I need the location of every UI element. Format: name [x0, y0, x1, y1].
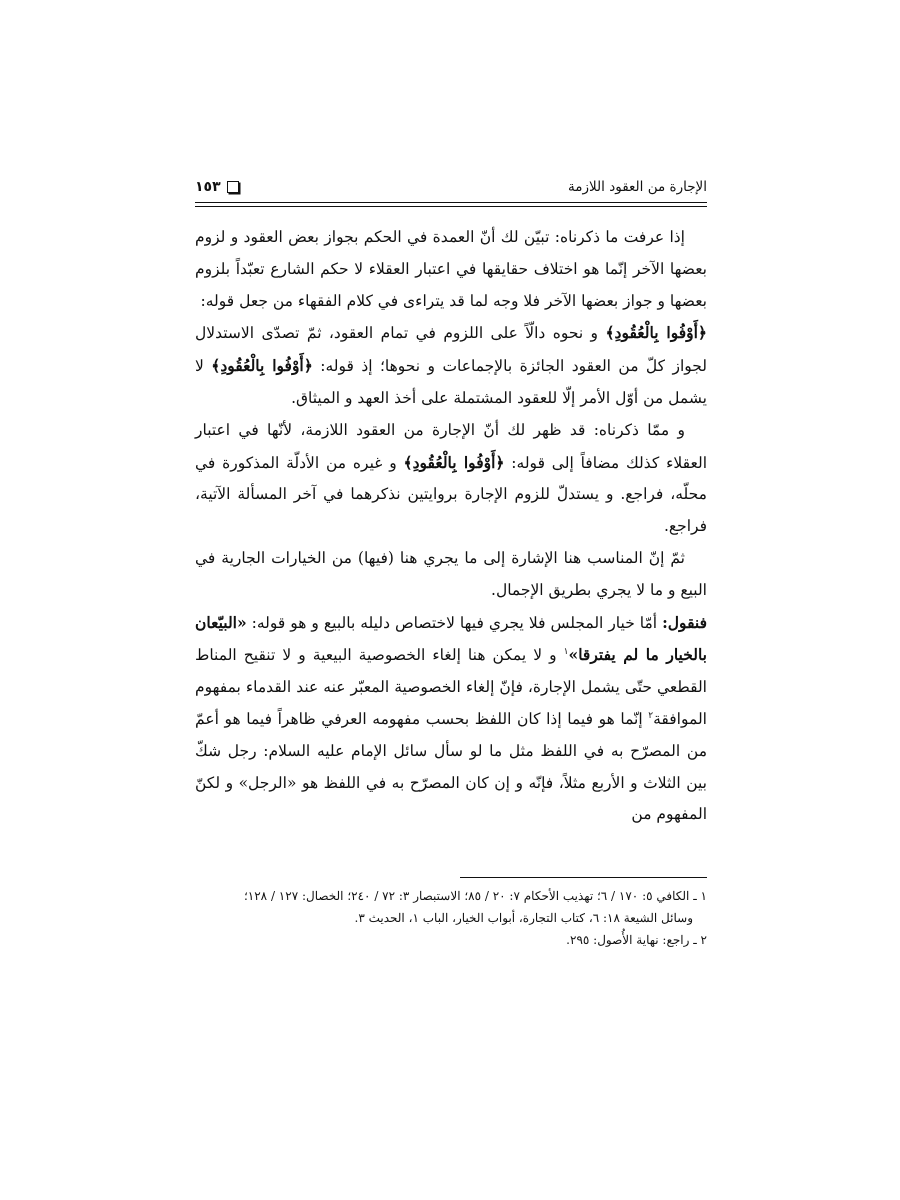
square-icon [227, 181, 239, 193]
footnotes [195, 885, 707, 951]
paragraph-4-lead: فنقول: [662, 612, 707, 632]
paragraph-1-text-a: إذا عرفت ما ذكرناه: تبيّن لك أنّ العمدة في الحكم بجواز بعض العقود و لزوم بعضها الآخر إنّما هو اختلاف حقايقها في اعتبار العقلاء لا حكم الشارع تعبّداً بلزوم بعضها و جواز بعضها الآخر فلا وجه لما قد يتراءى في كلام الفقهاء من جعل قوله: [195, 228, 707, 310]
footnote-1-continued: وسائل الشيعة ١٨: ٦، كتاب التجارة، أبواب الخيار، الباب ١، الحديث ٣. [354, 911, 693, 925]
paragraph-2-text-a: و ممّا ذكرناه: قد ظهر لك أنّ الإجارة من العقود اللازمة، لأنّها في اعتبار العقلاء كذلك مضافاً إلى قوله: [195, 420, 708, 472]
page-number: ١٥٣ [195, 179, 221, 195]
footnote-2: ٢ ـ راجع: نهاية الأُصول: ٢٩٥. [566, 933, 707, 947]
footnote-ref-1[interactable]: ١ [563, 647, 569, 658]
main-text [195, 222, 707, 831]
paragraph-2-text-b: و غيره من الأدلّة المذكورة في محلّه، فراجع. و يستدلّ للزوم الإجارة بروايتين نذكرهما في آخر المسألة الآتية، فراجع. [195, 453, 707, 536]
paragraph-3: ثمّ إنّ المناسب هنا الإشارة إلى ما يجري هنا (فيها) من الخيارات الجارية في البيع و ما لا يجري بطريق الإجمال. [195, 548, 707, 599]
quran-quote: ﴿أَوْفُوا بِالْعُقُودِ﴾ [605, 323, 708, 343]
quran-quote: ﴿أَوْفُوا بِالْعُقُودِ﴾ [211, 356, 313, 376]
paragraph-4-text-c: إنّما هو فيما إذا كان اللفظ بحسب مفهومه العرفي ظاهراً فيما هو أعمّ من المصرّح به في اللفظ مثل ما لو سأل سائل الإمام عليه السلام: رجل شكّ بين الثلاث و الأربع مثلاً، فإنّه و إن كان المصرّح به في اللفظ هو «الرجل» و لكنّ المفهوم من [195, 709, 707, 824]
footnote-rule [460, 877, 707, 878]
hadith-quote: «البيّعان بالخيار ما لم يفترقا» [195, 612, 707, 665]
paragraph-4-text-b: و لا يمكن هنا إلغاء الخصوصية البيعية و لا تنقيح المناط القطعي حتّى يشمل الإجارة، فإنّ إلغاء الخصوصية المعبّر عنه عند القدماء بمفهوم الموافقة [195, 646, 707, 728]
header-rule [195, 202, 707, 203]
header-rule-thin [195, 206, 707, 207]
footnote-ref-2[interactable]: ٢ [648, 710, 654, 721]
page-header [195, 176, 707, 198]
running-title: الإجارة من العقود اللازمة [568, 179, 707, 195]
paragraph-1-text-b: و نحوه دالّاً على اللزوم في تمام العقود، ثمّ تصدّى الاستدلال لجواز كلّ من العقود الجائزة بالإجماعات و نحوها؛ إذ قوله: [195, 324, 707, 376]
paragraph-4-text-a: أمّا خيار المجلس فلا يجري فيها لاختصاص دليله بالبيع و هو قوله: [246, 613, 663, 632]
footnote-1: ١ ـ الكافي ٥: ١٧٠ / ٦؛ تهذيب الأحكام ٧: ٢٠ / ٨٥؛ الاستبصار ٣: ٧٢ / ٢٤٠؛ الخصال: ١٢٧ / ١٢٨؛ [243, 889, 707, 903]
page-number-box [195, 176, 239, 198]
paragraph-4 [195, 607, 707, 832]
paragraph-2 [195, 415, 707, 543]
quran-quote: ﴿أَوْفُوا بِالْعُقُودِ﴾ [403, 452, 505, 472]
paragraph-1 [195, 222, 707, 415]
paragraph-1-text-c: لا يشمل من أوّل الأمر إلّا للعقود المشتملة على أخذ العهد و الميثاق. [195, 357, 707, 407]
